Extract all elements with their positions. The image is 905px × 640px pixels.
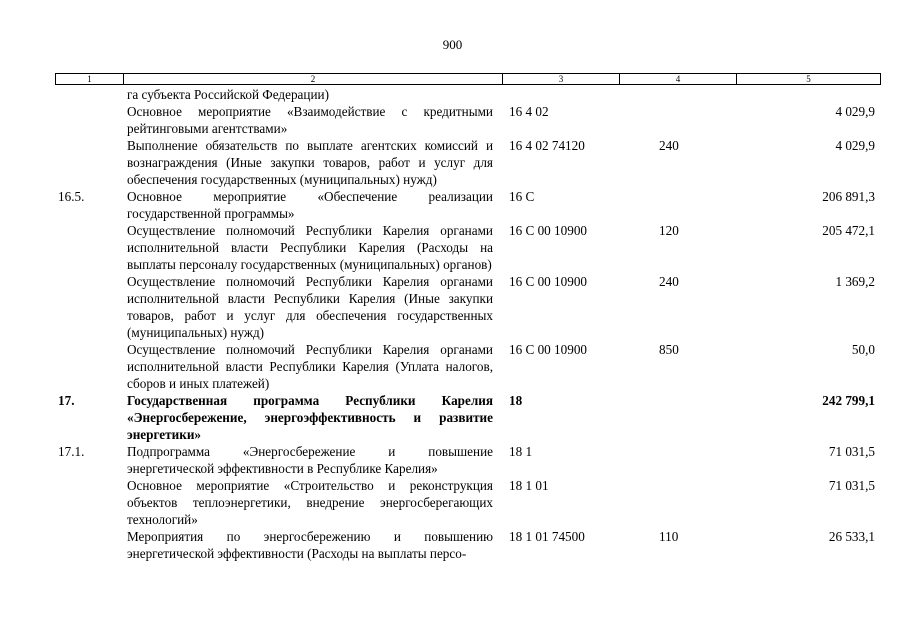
row-description: га субъекта Российской Федерации): [127, 87, 329, 102]
row-sum: 4 029,9: [835, 138, 875, 153]
row-number: [55, 528, 125, 562]
row-number: [55, 477, 125, 528]
row-description: Осуществление полномочий Республики Карелия органами исполнительной власти Республики Карелия (Иные закупки товаров, работ и услуг для обеспечения государственных (муниципальных) нужд): [127, 274, 493, 340]
table-row: [55, 443, 881, 477]
row-number: 16.5.: [58, 189, 85, 204]
row-expense-type: [643, 477, 738, 528]
row-expense-type: 240: [659, 138, 679, 153]
row-expense-type: [643, 86, 738, 103]
header-col-5: 5: [806, 74, 811, 84]
row-sum: 1 369,2: [835, 274, 875, 289]
row-code: 16 4 02 74120: [509, 138, 585, 153]
row-expense-type: 110: [659, 529, 679, 544]
row-description: Основное мероприятие «Строительство и реконструкция объектов теплоэнергетики, внедрение энергосберегающих технологий»: [127, 478, 493, 527]
row-code: 18 1: [509, 444, 533, 459]
row-expense-type: [643, 443, 738, 477]
row-sum: 50,0: [851, 342, 875, 357]
row-number: [55, 222, 125, 273]
row-description: Основное мероприятие «Обеспечение реализации государственной программы»: [127, 189, 493, 221]
table-header: [55, 73, 881, 85]
row-number: [55, 103, 125, 137]
table-row: [55, 222, 881, 273]
table-row: [55, 188, 881, 222]
row-code: 16 С 00 10900: [509, 223, 588, 238]
row-number: [55, 341, 125, 392]
table-row: [55, 273, 881, 341]
header-col-3: 3: [503, 74, 620, 84]
table-row-program: [55, 392, 881, 443]
row-sum: 26 533,1: [828, 529, 875, 544]
row-description: Государственная программа Республики Карелия «Энергосбережение, энергоэффективность и развитие энергетики»: [127, 393, 493, 442]
row-expense-type: 850: [659, 342, 679, 357]
row-expense-type: 120: [659, 223, 679, 238]
row-expense-type: [643, 392, 738, 443]
row-sum: 205 472,1: [822, 223, 875, 238]
row-expense-type: [643, 188, 738, 222]
table-row: [55, 341, 881, 392]
row-description: Осуществление полномочий Республики Карелия органами исполнительной власти Республики Карелия (Уплата налогов, сборов и иных платежей): [127, 342, 493, 391]
budget-table: [55, 86, 881, 562]
row-description: Осуществление полномочий Республики Карелия органами исполнительной власти Республики Карелия (Расходы на выплаты персоналу государственных (муниципальных) органов): [127, 223, 493, 272]
row-code: 18: [509, 393, 523, 408]
row-expense-type: [643, 103, 738, 137]
header-col-2: 2: [124, 74, 503, 84]
row-code: 16 С 00 10900: [509, 342, 588, 357]
row-description: Основное мероприятие «Взаимодействие с кредитными рейтинговыми агентствами»: [127, 104, 493, 136]
row-code: 18 1 01: [509, 478, 549, 493]
table-row: [55, 86, 881, 103]
table-row: [55, 137, 881, 188]
table-row: [55, 103, 881, 137]
page-number: 900: [442, 37, 463, 52]
row-sum: 71 031,5: [828, 478, 875, 493]
row-sum: 206 891,3: [822, 189, 875, 204]
row-code: [493, 86, 643, 103]
row-sum: [738, 86, 881, 103]
row-number: [55, 86, 125, 103]
row-number: 17.1.: [58, 444, 85, 459]
row-sum: 4 029,9: [835, 104, 875, 119]
row-code: 16 С: [509, 189, 535, 204]
row-number: [55, 273, 125, 341]
table-row: [55, 528, 881, 562]
header-col-1: 1: [56, 74, 124, 84]
header-col-4: 4: [620, 74, 737, 84]
row-code: 18 1 01 74500: [509, 529, 585, 544]
row-sum: 71 031,5: [828, 444, 875, 459]
row-sum: 242 799,1: [822, 393, 875, 408]
row-number: [55, 137, 125, 188]
row-description: Подпрограмма «Энергосбережение и повышение энергетической эффективности в Республике Карелия»: [127, 444, 493, 476]
table-row: [55, 477, 881, 528]
row-number: 17.: [58, 393, 75, 408]
row-code: 16 С 00 10900: [509, 274, 588, 289]
row-code: 16 4 02: [509, 104, 549, 119]
row-description: Мероприятия по энергосбережению и повышению энергетической эффективности (Расходы на выплаты персо-: [127, 529, 493, 561]
row-expense-type: 240: [659, 274, 679, 289]
row-description: Выполнение обязательств по выплате агентских комиссий и вознаграждения (Иные закупки товаров, работ и услуг для обеспечения государственных (муниципальных) нужд): [127, 138, 493, 187]
